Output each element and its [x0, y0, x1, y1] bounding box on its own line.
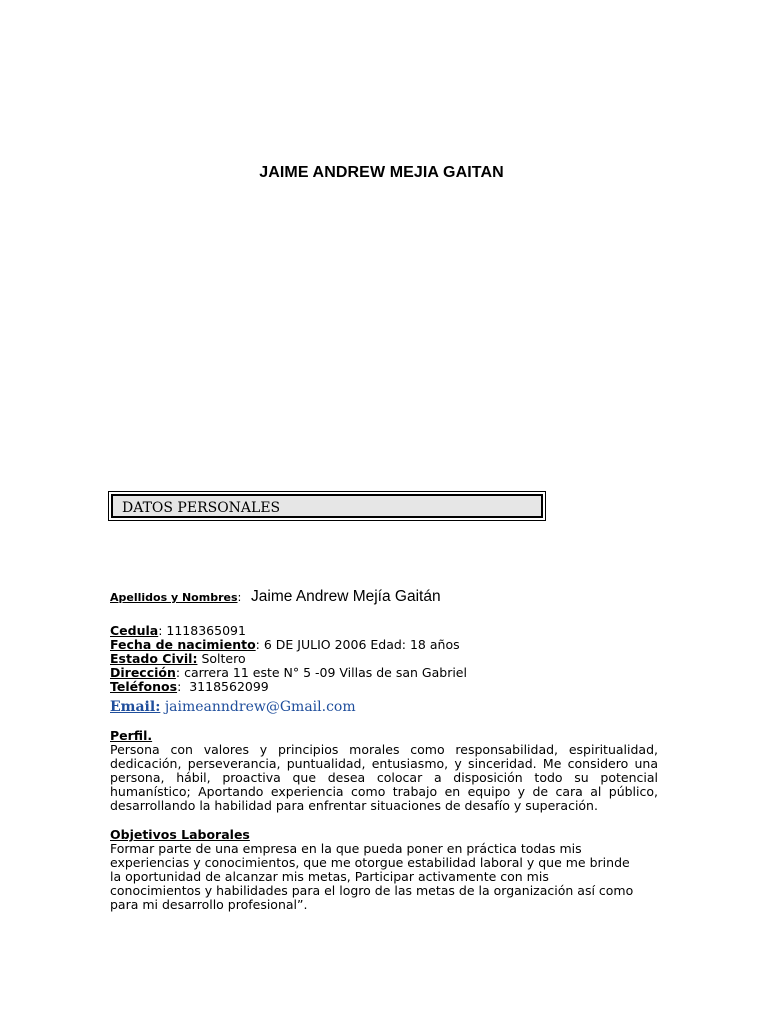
- objectives-line: Formar parte de una empresa en la que pueda poner en práctica todas mis: [110, 841, 582, 856]
- profile-section: [110, 729, 658, 813]
- objectives-section: [110, 828, 658, 912]
- email-row: [110, 699, 658, 716]
- id-number-row: Cedula: 1118365091: [110, 623, 246, 638]
- section-header-label: DATOS PERSONALES: [122, 500, 281, 516]
- birth-date-value: 6 DE JULIO 2006 Edad: 18 años: [263, 637, 460, 652]
- objectives-heading: Objetivos Laborales: [110, 827, 250, 842]
- phone-label: Teléfonos: [110, 679, 178, 694]
- full-name-row: Apellidos y Nombres: Jaime Andrew Mejía Gaitán: [110, 588, 441, 605]
- email-label: Email:: [110, 699, 161, 715]
- objectives-line: conocimientos y habilidades para el logro de las metas de la organización así como: [110, 883, 634, 898]
- objectives-line: la oportunidad de alcanzar mis metas, Participar activamente con mis: [110, 869, 549, 884]
- address-value: carrera 11 este N° 5 -09 Villas de san Gabriel: [184, 665, 467, 680]
- section-header-inner: [111, 494, 543, 518]
- section-header-box: [108, 491, 546, 521]
- birth-date-label: Fecha de nacimiento: [110, 637, 256, 652]
- id-number-value: 1118365091: [166, 623, 246, 638]
- birth-date-row: Fecha de nacimiento: 6 DE JULIO 2006 Edad: 18 años: [110, 637, 460, 652]
- objectives-line: experiencias y conocimientos, que me otorgue estabilidad laboral y que me brinde: [110, 855, 630, 870]
- objectives-line: para mi desarrollo profesional”.: [110, 897, 308, 912]
- personal-info-list: [110, 624, 658, 694]
- full-name-label: Apellidos y Nombres: [110, 591, 238, 604]
- civil-status-row: [110, 652, 658, 666]
- profile-paragraph: Persona con valores y principios morales como responsabilidad, espiritualidad, dedicación, perseverancia, puntualidad, entusiasmo, y sinceridad. Me considero una persona, hábil, proactiva que desea colocar a disposición todo su potencial humanístico; Aportando experiencia como trabajo en equipo y de cara al público, desarrollando la habilidad para enfrentar situaciones de desafío y superación.: [110, 742, 658, 813]
- document-title: JAIME ANDREW MEJIA GAITAN: [259, 164, 504, 181]
- email-link[interactable]: jaimeanndrew@Gmail.com: [164, 699, 356, 715]
- id-number-label: Cedula: [110, 623, 159, 638]
- address-row: Dirección: carrera 11 este N° 5 -09 Villas de san Gabriel: [110, 665, 467, 680]
- phone-row: Teléfonos: 3118562099: [110, 679, 269, 694]
- full-name-value: Jaime Andrew Mejía Gaitán: [251, 588, 441, 605]
- profile-text: [110, 743, 658, 813]
- phone-value: 3118562099: [189, 679, 269, 694]
- address-label: Dirección: [110, 665, 176, 680]
- civil-status-label: Estado Civil:: [110, 651, 198, 666]
- profile-heading: Perfil.: [110, 728, 153, 743]
- civil-status-value: Soltero: [201, 651, 246, 666]
